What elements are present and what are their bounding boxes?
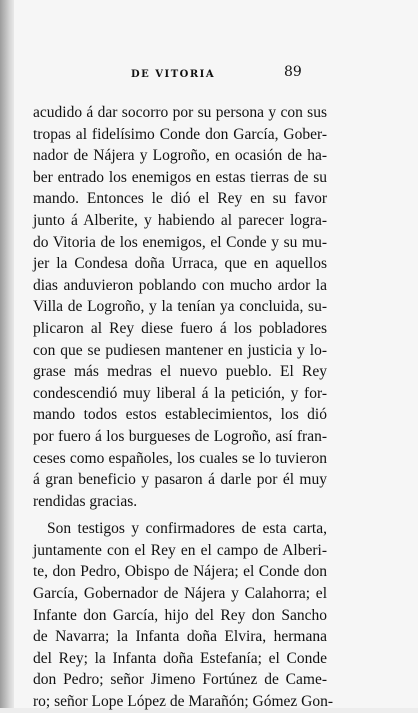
text-line: plicaron al Rey diese fuero á los pobladores <box>33 319 327 337</box>
text-line: ceses como españoles, los cuales se lo tuvieron <box>33 449 327 467</box>
book-gutter-shadow <box>0 0 14 708</box>
text-line: mando. Entonces le dió el Rey en su favor <box>33 190 327 208</box>
running-head-title: DE VITORIA <box>131 69 216 80</box>
text-line: rendidas gracias. <box>33 492 138 510</box>
text-line: Villa de Logroño, y la tenían ya concluida, su- <box>33 298 327 316</box>
text-line: con que se pudiesen mantener en justicia y lo- <box>33 341 327 359</box>
paragraph <box>33 518 333 712</box>
text-line: tropas al fidelísimo Conde don García, Gober- <box>33 125 327 143</box>
page-number: 89 <box>284 64 302 80</box>
text-line: á gran beneficio y pasaron á darle por él muy <box>33 471 327 489</box>
text-line: García, Gobernador de Nájera y Calahorra; el <box>33 585 327 603</box>
paragraph <box>33 102 327 512</box>
text-line: mando todos estos establecimientos, los dió <box>33 406 327 424</box>
text-line: nador de Nájera y Logroño, en ocasión de ha- <box>33 147 327 165</box>
text-line: dias anduvieron poblando con mucho ardor la <box>33 276 327 294</box>
text-line: do Vitoria de los enemigos, el Conde y su mu- <box>33 233 327 251</box>
text-line: junto á Alberite, y habiendo al parecer logra- <box>33 211 327 229</box>
text-line: grase más medras el nuevo pueblo. El Rey <box>33 363 327 381</box>
text-line: juntamente con el Rey en el campo de Alberi- <box>33 541 327 559</box>
running-head <box>14 64 418 84</box>
text-line: Son testigos y confirmadores de esta carta, <box>47 520 327 538</box>
text-line: Infante don García, hijo del Rey don Sancho <box>33 606 327 624</box>
text-line: acudido á dar socorro por su persona y con sus <box>33 104 327 121</box>
body-text <box>33 102 333 713</box>
book-page <box>14 0 418 711</box>
text-line: por fuero á los burgueses de Logroño, así fran- <box>33 427 327 445</box>
text-line: ber entrado los enemigos en estas tierras de su <box>33 168 327 186</box>
text-line: don Pedro; señor Jimeno Fortúnez de Came- <box>33 671 327 689</box>
text-line: ro; señor Lope López de Marañón; Gómez Gon- <box>33 693 333 711</box>
text-line: de Navarra; la Infanta doña Elvira, hermana <box>33 628 327 646</box>
text-line: jer la Condesa doña Urraca, que en aquellos <box>33 255 327 273</box>
text-line: te, don Pedro, Obispo de Nájera; el Conde don <box>33 563 327 581</box>
text-line: del Rey; la Infanta doña Estefanía; el Conde <box>33 649 327 667</box>
text-line: condescendió muy liberal á la petición, y for- <box>33 384 327 402</box>
